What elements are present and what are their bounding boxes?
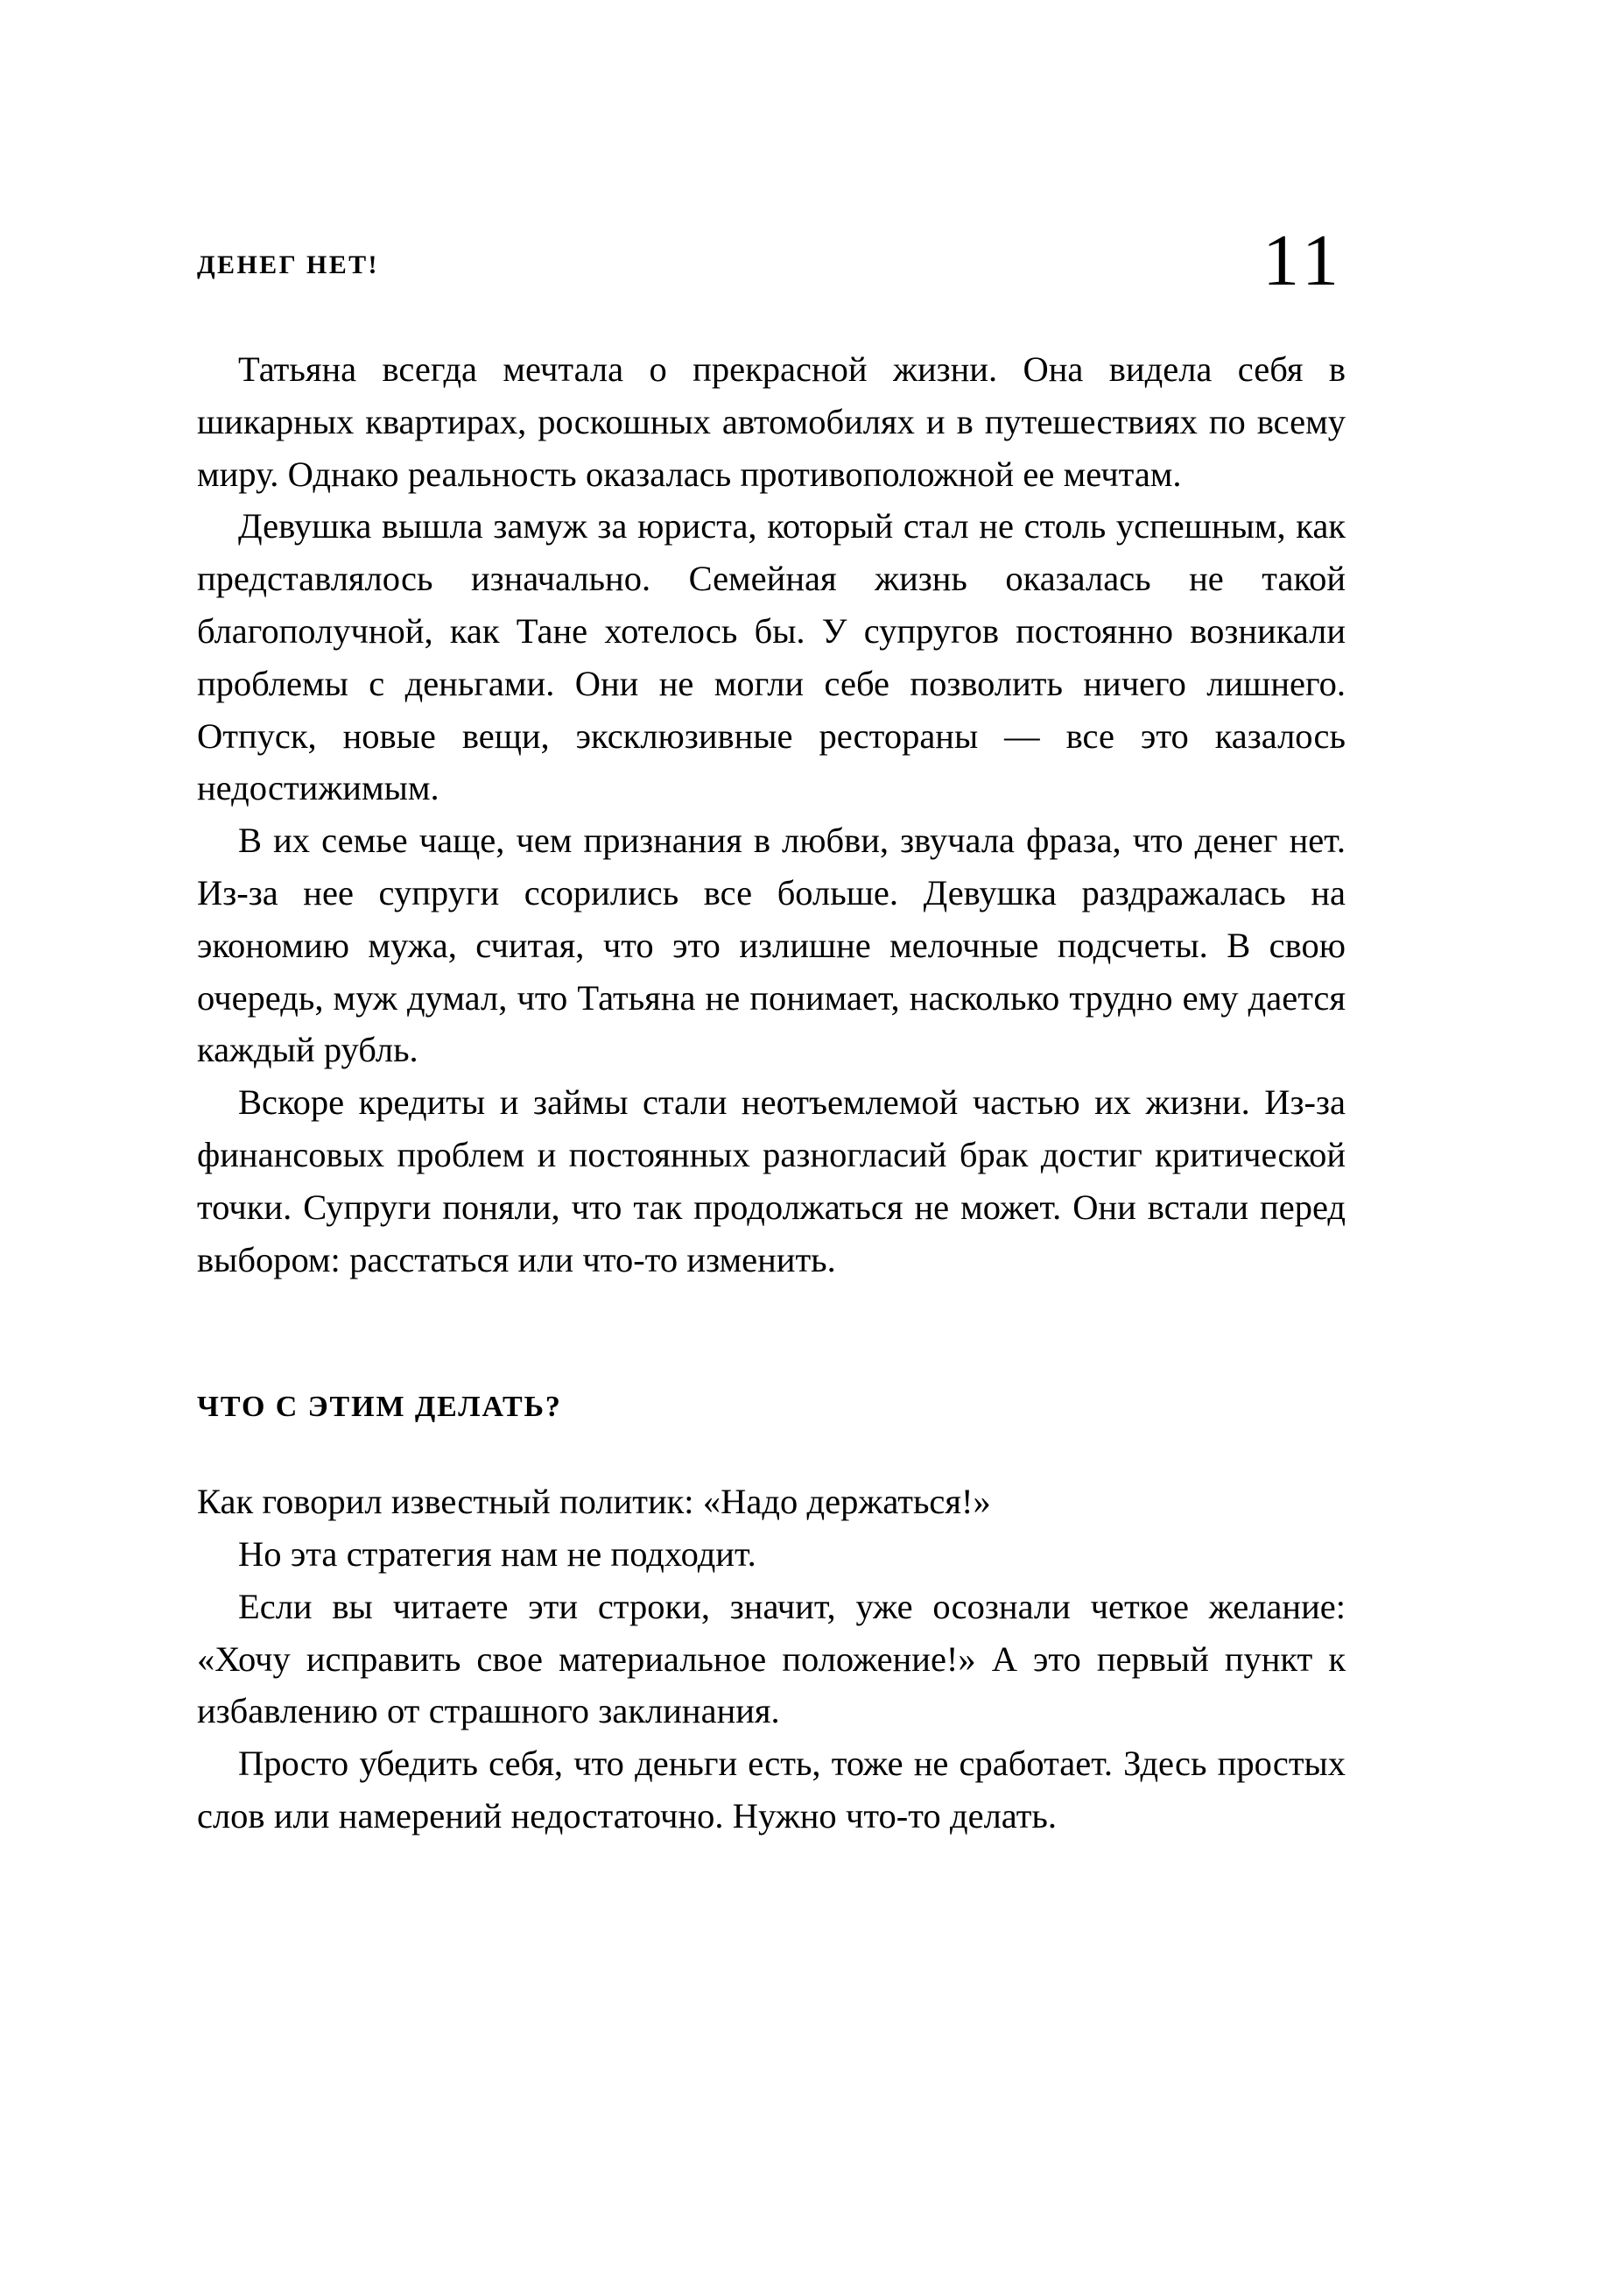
- page-number: 11: [1262, 220, 1344, 301]
- section-paragraph: Но эта стратегия нам не подходит.: [238, 1533, 756, 1574]
- section-paragraph: Просто убедить себя, что деньги есть, тоже не сработает. Здесь простых слов или намерений недостаточно. Нужно что-то делать.: [197, 1744, 1346, 1836]
- heading-spacer-above: [197, 1286, 1346, 1390]
- running-head-title: ДЕНЕГ НЕТ!: [197, 250, 379, 279]
- running-head: [197, 220, 1344, 314]
- section-paragraph: Как говорил известный политик: «Надо держаться!»: [197, 1482, 991, 1522]
- heading-spacer-below: [197, 1426, 1346, 1476]
- body-paragraph: Вскоре кредиты и займы стали неотъемлемой частью их жизни. Из-за финансовых проблем и постоянных разногласий брак достиг критической точки. Супруги поняли, что так продолжаться не может. Они встали перед выбором: расстаться или что-то изменить.: [197, 1082, 1346, 1279]
- body-paragraph: Татьяна всегда мечтала о прекрасной жизни. Она видела себя в шикарных квартирах, роскошных автомобилях и в путешествиях по всему миру. Однако реальность оказалась противоположной ее мечтам.: [197, 349, 1346, 494]
- section-paragraph: Если вы читаете эти строки, значит, уже осознали четкое желание: «Хочу исправить свое материальное положение!» А это первый пункт к избавлению от страшного заклинания.: [197, 1586, 1346, 1731]
- body-paragraph: В их семье чаще, чем признания в любви, звучала фраза, что денег нет. Из-за нее супруги ссорились все больше. Девушка раздражалась на экономию мужа, считая, что это излишне мелочные подсчеты. В свою очередь, муж думал, что Татьяна не понимает, насколько трудно ему дается каждый рубль.: [197, 821, 1346, 1070]
- page-text-block: [197, 343, 1346, 1843]
- body-paragraph: Девушка вышла замуж за юриста, который стал не столь успешным, как представлялось изначально. Семейная жизнь оказалась не такой благополучной, как Тане хотелось бы. У супругов постоянно возникали проблемы с деньгами. Они не могли себе позволить ничего лишнего. Отпуск, новые вещи, эксклюзивные рестораны — все это казалось недостижимым.: [197, 506, 1346, 808]
- section-heading: ЧТО С ЭТИМ ДЕЛАТЬ?: [197, 1391, 562, 1424]
